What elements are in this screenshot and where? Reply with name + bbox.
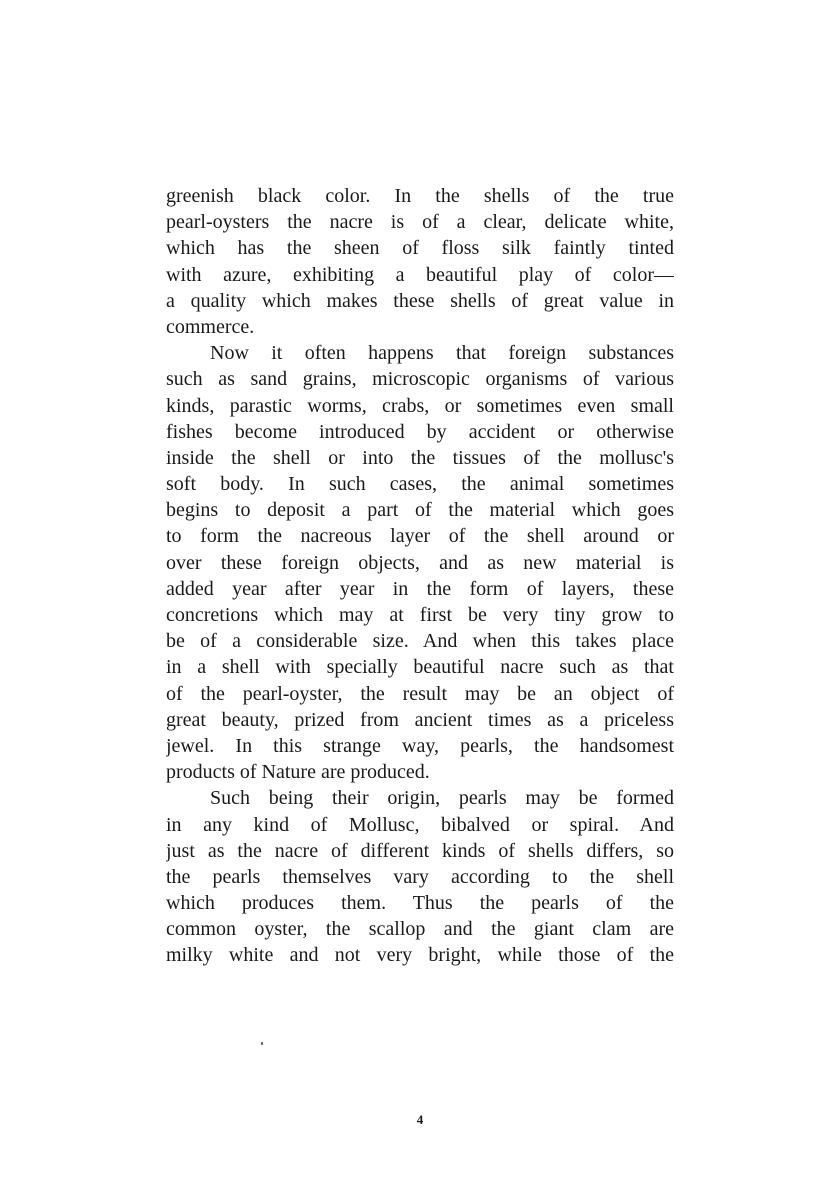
- text-line: commerce.: [166, 315, 255, 338]
- page-number: 4: [416, 1112, 424, 1127]
- text-line: which produces them. Thus the pearls of the: [166, 892, 674, 915]
- text-line: milky white and not very bright, while those of the: [166, 944, 674, 967]
- text-line: added year after year in the form of layers, these: [166, 577, 674, 600]
- text-line: soft body. In such cases, the animal sometimes: [166, 473, 674, 496]
- text-line: be of a considerable size. And when this takes place: [166, 630, 674, 653]
- text-line: inside the shell or into the tissues of the mollusc's: [166, 446, 674, 469]
- text-line: the pearls themselves vary according to the shell: [166, 865, 674, 888]
- text-line: common oyster, the scallop and the giant clam are: [166, 918, 674, 941]
- text-line: in a shell with specially beautiful nacre such as that: [166, 656, 674, 679]
- text-line: to form the nacreous layer of the shell around or: [166, 525, 674, 548]
- text-line: great beauty, prized from ancient times as a priceless: [166, 708, 674, 731]
- text-line: concretions which may at first be very tiny grow to: [166, 604, 674, 626]
- text-line: over these foreign objects, and as new material is: [166, 551, 674, 574]
- text-line: just as the nacre of different kinds of shells differs, so: [166, 839, 674, 862]
- text-line: in any kind of Mollusc, bibalved or spiral. And: [166, 813, 674, 836]
- text-line: jewel. In this strange way, pearls, the handsomest: [166, 734, 674, 757]
- text-line: Now it often happens that foreign substances: [210, 342, 674, 365]
- scan-speck: [261, 1042, 263, 1045]
- text-line: pearl-oysters the nacre is of a clear, delicate white,: [166, 211, 674, 234]
- text-line: fishes become introduced by accident or otherwise: [166, 420, 674, 443]
- text-line: kinds, parastic worms, crabs, or sometimes even small: [166, 394, 674, 417]
- text-line: which has the sheen of floss silk faintly tinted: [166, 237, 674, 260]
- text-line: begins to deposit a part of the material which goes: [166, 499, 674, 522]
- text-line: Such being their origin, pearls may be formed: [210, 787, 674, 810]
- text-line: greenish black color. In the shells of the true: [166, 185, 674, 207]
- text-line: such as sand grains, microscopic organisms of various: [166, 368, 674, 391]
- text-line: a quality which makes these shells of great value in: [166, 289, 674, 312]
- text-line: products of Nature are produced.: [166, 761, 430, 784]
- text-line: of the pearl-oyster, the result may be an object of: [166, 682, 674, 705]
- text-line: with azure, exhibiting a beautiful play of color—: [166, 263, 674, 286]
- body-text: [166, 183, 674, 969]
